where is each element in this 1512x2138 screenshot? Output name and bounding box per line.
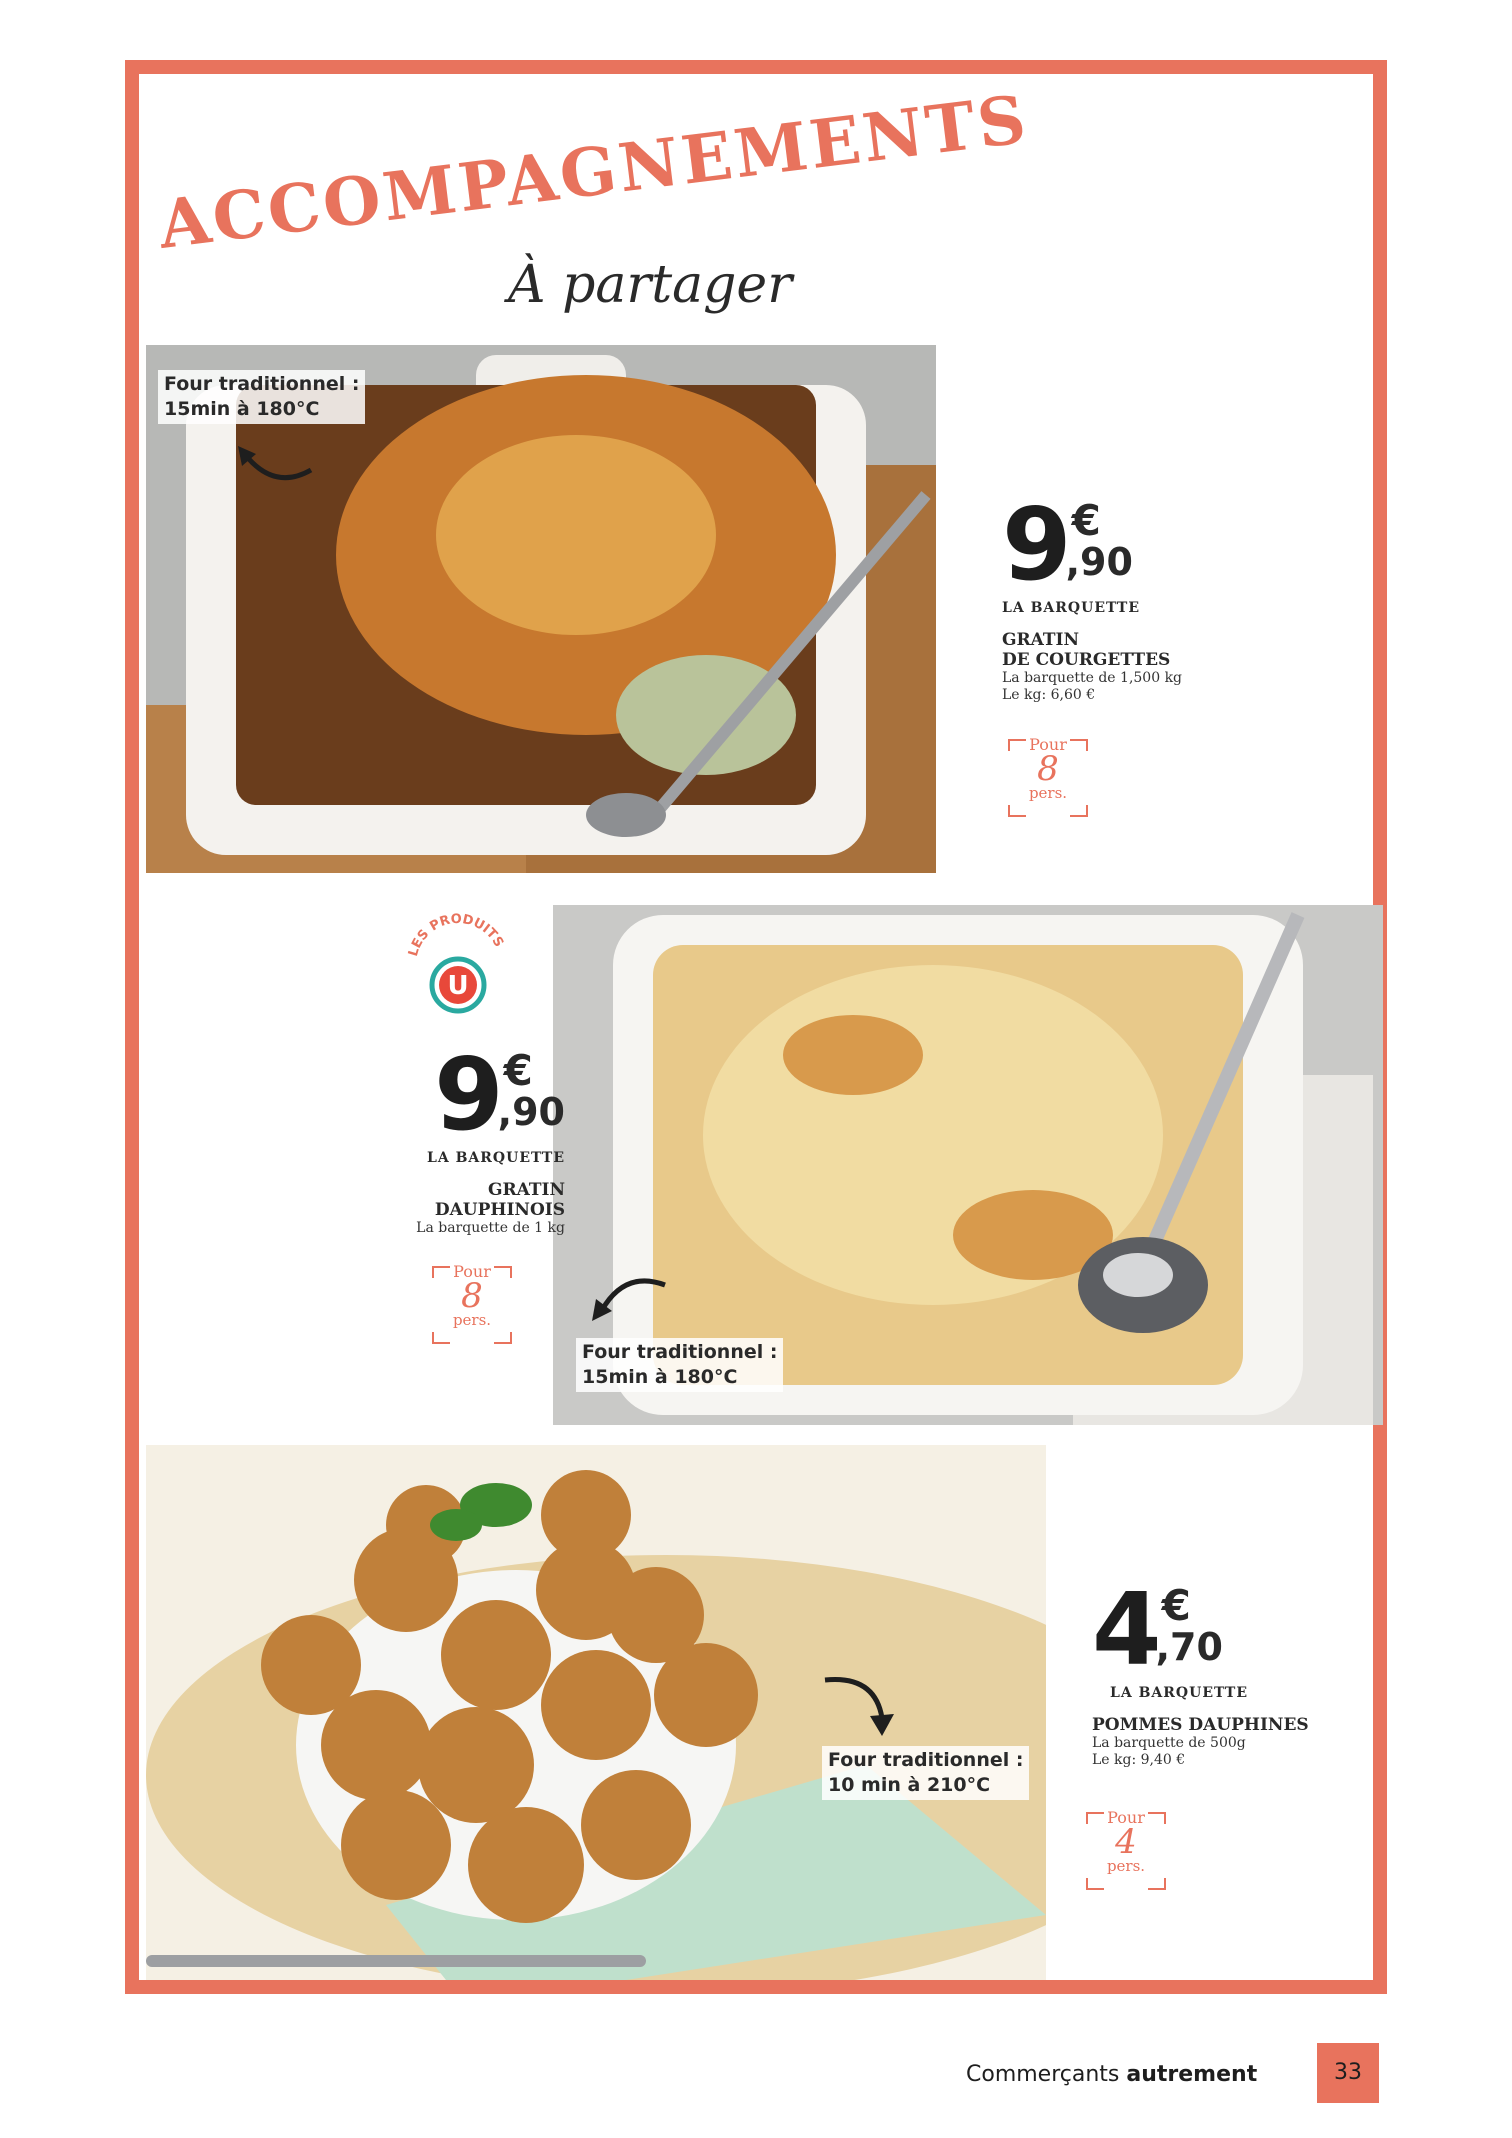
product-name: [1002, 630, 1242, 670]
svg-text:LES PRODUITS: LES PRODUITS: [406, 911, 507, 959]
les-produits-u-logo: [398, 905, 518, 1015]
footer-tagline: [966, 2062, 1257, 2087]
cooking-line: 15min à 180°C: [164, 398, 320, 420]
cooking-info-dauphinois: [576, 1338, 783, 1392]
page-subtitle: À partager: [508, 255, 793, 315]
product-description: [365, 1220, 565, 1237]
price-block-courgettes: [1002, 486, 1242, 704]
cooking-line: 15min à 180°C: [582, 1366, 738, 1388]
cooking-line: Four traditionnel :: [582, 1341, 778, 1363]
product-price-per-kg: Le kg: 9,40 €: [1092, 1752, 1186, 1768]
servings-badge: [1086, 1808, 1166, 1894]
product-name: [365, 1180, 565, 1220]
unit-label: LA BARQUETTE: [1002, 600, 1140, 616]
servings-label: Pour: [453, 1262, 491, 1281]
product-weight: La barquette de 500g: [1092, 1735, 1246, 1751]
price-integer: 9: [1002, 486, 1068, 603]
cooking-info-courgettes: [158, 370, 365, 424]
product-weight: La barquette de 1 kg: [416, 1220, 565, 1236]
servings-unit: pers.: [452, 1311, 492, 1329]
product-name-line: POMMES DAUPHINES: [1092, 1715, 1309, 1735]
svg-text:U: U: [447, 971, 469, 1001]
unit-label: LA BARQUETTE: [1110, 1685, 1248, 1701]
servings-count: 8: [1037, 749, 1059, 789]
title-text: ACCOMPAGNEMENTS: [154, 80, 1033, 264]
servings-count: 4: [1115, 1822, 1137, 1862]
price-integer: 4: [1092, 1571, 1158, 1688]
product-description: [1002, 670, 1242, 704]
price-block-pommes-dauphines: [1092, 1571, 1342, 1769]
price-decimals: ,90: [497, 1090, 565, 1134]
product-weight: La barquette de 1,500 kg: [1002, 670, 1183, 686]
currency-symbol: €: [1071, 496, 1101, 545]
servings-unit: pers.: [1106, 1857, 1146, 1875]
servings-label: Pour: [1029, 735, 1067, 754]
curved-arrow-icon: [580, 1265, 670, 1330]
currency-symbol: €: [503, 1046, 533, 1095]
cooking-info-pommes-dauphines: [822, 1746, 1029, 1800]
gratin-courgettes-photo: [146, 345, 936, 873]
price-decimals: ,70: [1155, 1625, 1223, 1669]
product-name: [1092, 1715, 1342, 1735]
pommes-dauphines-photo: [146, 1445, 1046, 1980]
footer-tagline-bold: autrement: [1126, 2062, 1258, 2087]
product-name-line: GRATIN: [1002, 630, 1080, 650]
currency-symbol: €: [1161, 1581, 1191, 1630]
servings-badge: [432, 1262, 512, 1348]
price-integer: 9: [434, 1036, 500, 1153]
price-decimals: ,90: [1065, 540, 1133, 584]
product-name-line: DE COURGETTES: [1002, 650, 1171, 670]
servings-label: Pour: [1107, 1808, 1145, 1827]
servings-unit: pers.: [1028, 784, 1068, 802]
page-number: 33: [1317, 2043, 1379, 2103]
cooking-line: 10 min à 210°C: [828, 1774, 991, 1796]
page-title: [152, 80, 1052, 280]
servings-badge: [1008, 735, 1088, 821]
product-name-line: DAUPHINOIS: [434, 1200, 565, 1220]
product-name-line: GRATIN: [487, 1180, 565, 1200]
cooking-line: Four traditionnel :: [828, 1749, 1024, 1771]
product-description: [1092, 1735, 1342, 1769]
curved-arrow-icon: [820, 1670, 900, 1745]
cooking-line: Four traditionnel :: [164, 373, 360, 395]
product-price-per-kg: Le kg: 6,60 €: [1002, 687, 1096, 703]
footer-tagline-regular: Commerçants: [966, 2062, 1127, 2087]
curved-arrow-icon: [226, 430, 316, 490]
price-block-dauphinois: [365, 1036, 565, 1237]
unit-label: LA BARQUETTE: [427, 1150, 565, 1166]
servings-count: 8: [461, 1276, 483, 1316]
